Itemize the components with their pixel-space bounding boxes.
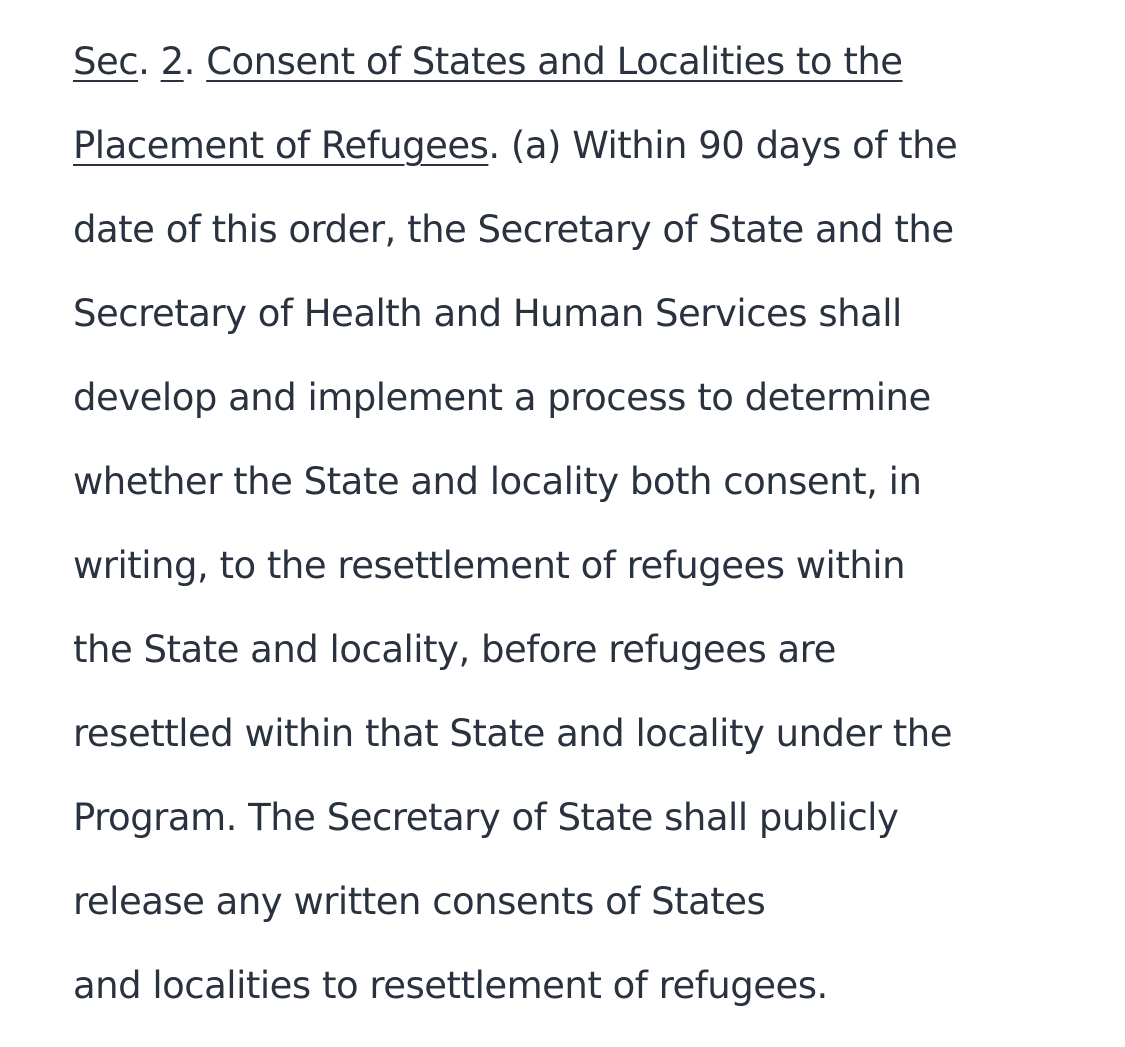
section-title: Consent of States and Localities to the — [206, 40, 903, 83]
subsection-a-start: . (a) Within 90 days of the — [488, 124, 958, 167]
body-line: release any written consents of States — [73, 880, 766, 923]
body-line: the State and locality, before refugees are — [73, 628, 836, 671]
body-line: whether the State and locality both consent, in — [73, 460, 922, 503]
section-title-continued: Placement of Refugees — [73, 124, 489, 167]
section-number: 2 — [160, 40, 184, 83]
body-line: resettled within that State and locality under the — [73, 712, 952, 755]
body-line: writing, to the resettlement of refugees within — [73, 544, 906, 587]
section-label: Sec — [73, 40, 139, 83]
body-line: develop and implement a process to determine — [73, 376, 931, 419]
section-title-continued-line — [73, 104, 957, 188]
body-line: Program. The Secretary of State shall publicly — [73, 796, 899, 839]
body-line: date of this order, the Secretary of State and the — [73, 208, 954, 251]
section-separator: . — [138, 40, 161, 83]
section-heading-line — [73, 20, 903, 104]
section-separator: . — [183, 40, 207, 83]
body-line: and localities to resettlement of refugees. — [73, 964, 828, 1007]
body-line: Secretary of Health and Human Services shall — [73, 292, 902, 335]
